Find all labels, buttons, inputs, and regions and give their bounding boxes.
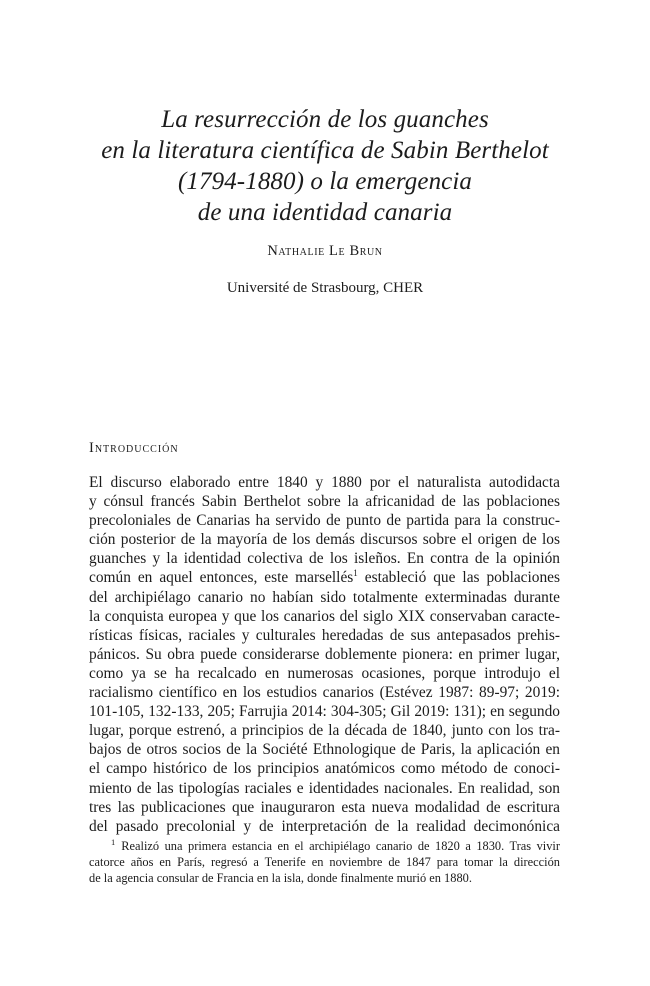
paragraph-line: tres las publicaciones que inauguraron esta nueva modalidad de escritura — [89, 798, 560, 816]
title-line: (1794-1880) o la emergencia — [177, 168, 473, 195]
paragraph-line: bajos de otros socios de la Société Ethnologique de Paris, la aplicación en — [89, 741, 560, 759]
paragraph-line — [89, 568, 560, 587]
footnote-reference[interactable]: 1 — [353, 568, 358, 579]
paragraph-line: del pasado precolonial y de interpretación de la realidad decimonónica — [89, 817, 560, 835]
line-text: archipiélago canario no habían sido totalmente exterminadas durante — [114, 588, 560, 606]
paragraph-line — [89, 588, 560, 607]
paragraph-line: y cónsul francés Sabin Berthelot sobre la africanidad de las poblaciones — [89, 493, 560, 511]
title-line: de una identidad canaria — [197, 199, 453, 226]
footnote-line — [89, 838, 560, 854]
footnote-marker: 1 — [111, 838, 116, 847]
paragraph-line: 101-105, 132-133, 205; Farrujia 2014: 304-305; Gil 2019: 131); en segundo — [89, 703, 560, 721]
paragraph-line: la conquista europea y que los canarios del siglo XIX conservaban caracte- — [89, 607, 560, 625]
article-title — [60, 104, 590, 228]
paragraph-line: pánicos. Su obra puede considerarse doblemente pionera: en primer lugar, — [89, 645, 560, 663]
paragraph-line: El discurso elaborado entre 1840 y 1880 por el naturalista autodidacta — [89, 474, 560, 491]
line-text: del — [89, 588, 108, 606]
paragraph-line: precoloniales de Canarias ha servido de punto de partida para la construc- — [89, 512, 560, 530]
footnote-line: de la agencia consular de Francia en la isla, donde finalmente murió en 1880. — [89, 871, 472, 886]
paragraph-line: racialismo científico en los estudios canarios (Estévez 1987: 89-97; 2019: — [89, 684, 560, 702]
paragraph-line: lugar, porque estrenó, a principios de la década de 1840, junto con los tra- — [89, 722, 560, 740]
title-line: en la literatura científica de Sabin Berthelot — [101, 137, 549, 164]
paragraph-line: guanches y la identidad colectiva de los isleños. En contra de la opinión — [89, 550, 560, 568]
author-affiliation: Université de Strasbourg, CHER — [226, 280, 424, 296]
title-line: La resurrección de los guanches — [161, 106, 489, 133]
paragraph-line: como ya se ha recalcado en numerosas ocasiones, porque introdujo el — [89, 664, 560, 682]
line-text: estableció que las poblaciones — [364, 569, 560, 587]
paragraph-line: rísticas físicas, raciales y culturales heredadas de sus antepasados prehis- — [89, 626, 560, 644]
paragraph-line: ción posterior de la mayoría de los demás discursos sobre el origen de los — [89, 531, 560, 549]
line-text: común en aquel entonces, este marsellés — [89, 569, 354, 587]
paragraph-line: el campo histórico de los principios anatómicos como método de conoci- — [89, 760, 560, 778]
footnote-line: catorce años en París, regresó a Tenerife en noviembre de 1847 para tomar la dirección — [89, 855, 560, 870]
body-paragraph — [89, 473, 560, 836]
footnote — [89, 838, 560, 887]
paragraph-line: miento de las tipologías raciales e identidades nacionales. En realidad, son — [89, 779, 560, 797]
footnote-text: Realizó una primera estancia en el archipiélago canario de 1820 a 1830. Tras vivir — [121, 839, 560, 853]
author-name: Nathalie Le Brun — [267, 243, 383, 259]
section-heading: Introducción — [89, 440, 179, 456]
